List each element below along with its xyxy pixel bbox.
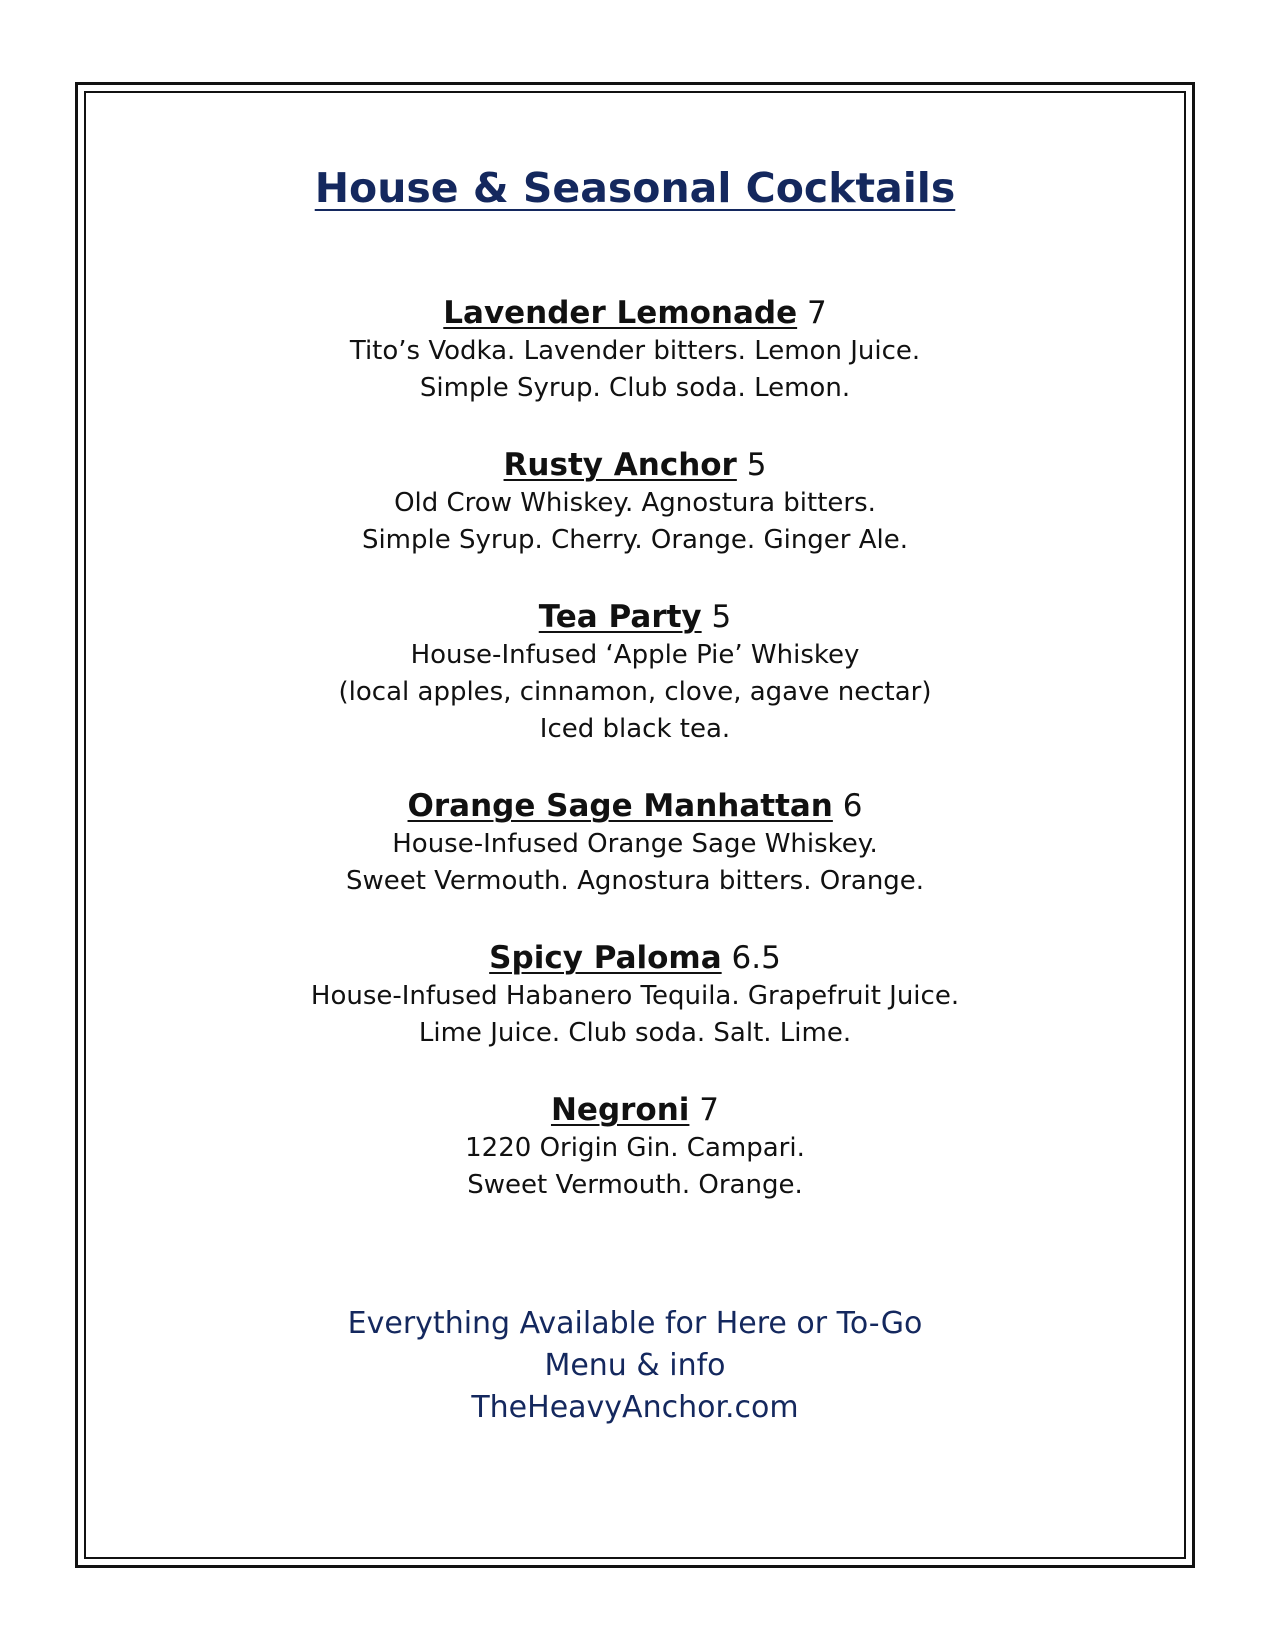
item-heading bbox=[86, 1090, 1184, 1130]
menu-item bbox=[86, 293, 1184, 407]
item-ingredients: Sweet Vermouth. Agnostura bitters. Orange. bbox=[345, 866, 925, 896]
item-price: 6.5 bbox=[731, 940, 781, 976]
item-heading bbox=[86, 938, 1184, 978]
availability-note: Everything Available for Here or To-Go bbox=[347, 1306, 923, 1341]
item-ingredients: 1220 Origin Gin. Campari. bbox=[465, 1133, 805, 1163]
menu-item bbox=[86, 938, 1184, 1052]
website-link: TheHeavyAnchor.com bbox=[471, 1390, 799, 1425]
item-ingredients: House-Infused Orange Sage Whiskey. bbox=[392, 829, 878, 859]
item-ingredients: Iced black tea. bbox=[539, 714, 731, 744]
item-heading bbox=[86, 293, 1184, 333]
item-ingredients: Simple Syrup. Cherry. Orange. Ginger Ale. bbox=[361, 525, 909, 555]
item-ingredients: Sweet Vermouth. Orange. bbox=[467, 1170, 803, 1200]
menu-info-label: Menu & info bbox=[544, 1348, 726, 1383]
item-price: 5 bbox=[746, 447, 767, 483]
item-ingredients: (local apples, cinnamon, clove, agave nectar) bbox=[338, 677, 932, 707]
item-name: Tea Party bbox=[538, 599, 702, 635]
item-ingredients: Lime Juice. Club soda. Salt. Lime. bbox=[418, 1018, 852, 1048]
item-name: Lavender Lemonade bbox=[443, 295, 798, 331]
item-name: Negroni bbox=[550, 1092, 690, 1128]
item-name: Spicy Paloma bbox=[489, 940, 722, 976]
item-ingredients: Tito’s Vodka. Lavender bitters. Lemon Juice. bbox=[349, 336, 921, 366]
item-price: 6 bbox=[842, 788, 863, 824]
menu-footer bbox=[86, 1303, 1184, 1429]
item-heading bbox=[86, 786, 1184, 826]
item-heading bbox=[86, 597, 1184, 637]
menu-item bbox=[86, 1090, 1184, 1204]
item-heading bbox=[86, 445, 1184, 485]
item-price: 7 bbox=[806, 295, 827, 331]
item-ingredients: House-Infused ‘Apple Pie’ Whiskey bbox=[410, 640, 860, 670]
menu-item bbox=[86, 786, 1184, 900]
menu-title: House & Seasonal Cocktails bbox=[314, 164, 956, 212]
cocktail-list bbox=[86, 293, 1184, 1242]
menu-page bbox=[86, 93, 1184, 1557]
item-price: 7 bbox=[699, 1092, 720, 1128]
item-ingredients: Simple Syrup. Club soda. Lemon. bbox=[419, 373, 851, 403]
menu-item bbox=[86, 597, 1184, 748]
item-name: Rusty Anchor bbox=[503, 447, 737, 483]
menu-item bbox=[86, 445, 1184, 559]
item-ingredients: House-Infused Habanero Tequila. Grapefruit Juice. bbox=[310, 981, 960, 1011]
item-ingredients: Old Crow Whiskey. Agnostura bitters. bbox=[394, 488, 876, 518]
item-price: 5 bbox=[711, 599, 732, 635]
item-name: Orange Sage Manhattan bbox=[407, 788, 833, 824]
